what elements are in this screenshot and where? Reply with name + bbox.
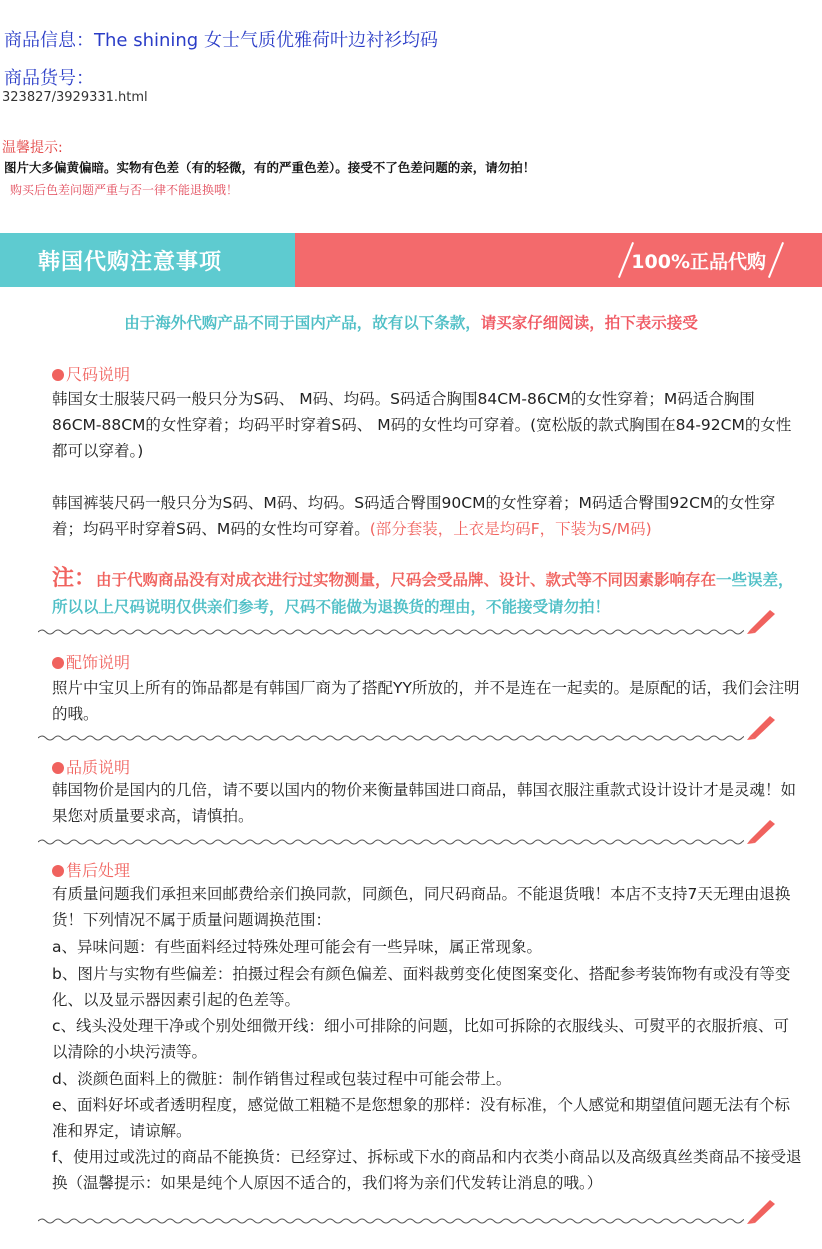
note-label: 注： (52, 566, 97, 591)
pen-icon (744, 710, 778, 740)
aftersale-item-e: e、面料好坏或者透明程度，感觉做工粗糙不是您想象的那样：没有标准，个人感觉和期望值问题无法有个标准和界定，请谅解。 (52, 1096, 791, 1140)
product-no-value: 323827/3929331.html (2, 90, 148, 105)
section-title-size: 尺码说明 (52, 362, 130, 385)
banner-right (295, 233, 822, 287)
wavy-divider-icon (38, 837, 744, 847)
size-note (52, 565, 804, 621)
pen-icon (744, 814, 778, 844)
aftersale-item-f: f、使用过或洗过的商品不能换货：已经穿过、拆标或下水的商品和内衣类小商品以及高级真丝类商品不接受退换（温馨提示：如果是纯个人原因不适合的，我们将为亲们代发转让消息的哦。） (52, 1148, 802, 1192)
aftersale-item-c: c、线头没处理干净或个别处细微开线：细小可排除的问题，比如可拆除的衣服线头、可熨平的衣服折痕、可以清除的小块污渍等。 (52, 1017, 790, 1061)
wavy-divider-icon (38, 1216, 744, 1226)
accessory-paragraph: 照片中宝贝上所有的饰品都是有韩国厂商为了搭配YY所放的，并不是连在一起卖的。是原配的话，我们会注明的哦。 (52, 679, 800, 723)
notice-part1: 由于海外代购产品不同于国内产品，故有以下条款， (124, 314, 481, 332)
note-red: 由于代购商品没有对成衣进行过实物测量，尺码会受品牌、设计、款式等不同因素影响存在 (96, 571, 717, 589)
note-green: 一些误差，所以以上尺码说明仅供亲们参考，尺码不能做为退换货的理由，不能接受请勿拍！ (52, 571, 794, 616)
pen-icon (744, 1194, 778, 1224)
tip-title: 温馨提示: (2, 140, 63, 156)
tip-body: 图片大多偏黄偏暗。实物有色差（有的轻微，有的严重色差）。接受不了色差问题的亲，请勿拍！ (4, 160, 536, 175)
product-no-line (4, 64, 94, 90)
product-info-label: 商品信息： (4, 30, 94, 51)
aftersale-item-d: d、淡颜色面料上的微脏：制作销售过程或包装过程中可能会带上。 (52, 1070, 512, 1088)
pen-icon (744, 604, 778, 634)
banner-left (0, 233, 295, 287)
section-title-accessory: 配饰说明 (52, 650, 130, 673)
wavy-divider-icon (38, 627, 744, 637)
bullet-dot-icon (52, 762, 64, 774)
bullet-dot-icon (52, 865, 64, 877)
banner-left-title: 韩国代购注意事项 (38, 250, 223, 275)
aftersale-item-b: b、图片与实物有些偏差：拍摄过程会有颜色偏差、面料裁剪变化使图案变化、搭配参考装饰物有或没有等变化、以及显示器因素引起的色差等。 (52, 965, 791, 1009)
size-paragraph-2: 韩国裤装尺码一般只分为S码、M码、均码。S码适合臀围90CM的女性穿着；M码适合臀围92CM的女性穿着；均码平时穿着S码、M码的女性均可穿着。(部分套装，上衣是均码F，下装为S/M码) (52, 494, 776, 538)
quality-paragraph: 韩国物价是国内的几倍，请不要以国内的物价来衡量韩国进口商品，韩国衣服注重款式设计设计才是灵魂！如果您对质量要求高，请慎拍。 (52, 781, 797, 825)
section-title-aftersale: 售后处理 (52, 858, 130, 881)
slash-right-icon (768, 242, 784, 278)
banner-right-title: 100%正品代购 (631, 251, 766, 273)
notice-part2: 请买家仔细阅读，拍下表示接受 (480, 314, 698, 332)
size-paragraph-2-red: (部分套装，上衣是均码F，下装为S/M码) (369, 520, 652, 538)
product-info-line (4, 26, 438, 52)
terms-notice (0, 311, 822, 333)
size-paragraph-1: 韩国女士服装尺码一般只分为S码、 M码、均码。S码适合胸围84CM-86CM的女性穿着；M码适合胸围86CM-88CM的女性穿着；均码平时穿着S码、 M码的女性均可穿着。(宽松版的款式胸围在84-92CM的女性都可以穿着。) (52, 390, 792, 460)
wavy-divider-icon (38, 733, 744, 743)
notice-banner (0, 233, 822, 287)
bullet-dot-icon (52, 657, 64, 669)
aftersale-item-a: a、异味问题：有些面料经过特殊处理可能会有一些异味，属正常现象。 (52, 938, 543, 956)
product-info-value: The shining 女士气质优雅荷叶边衬衫均码 (94, 30, 438, 51)
bullet-dot-icon (52, 369, 64, 381)
tip-red: 购买后色差问题严重与否一律不能退换哦！ (10, 183, 239, 197)
aftersale-paragraph: 有质量问题我们承担来回邮费给亲们换同款，同颜色，同尺码商品。不能退货哦！本店不支持7天无理由退换货！下列情况不属于质量问题调换范围： (52, 885, 791, 929)
product-no-label: 商品货号： (4, 68, 94, 89)
section-title-quality: 品质说明 (52, 755, 130, 778)
